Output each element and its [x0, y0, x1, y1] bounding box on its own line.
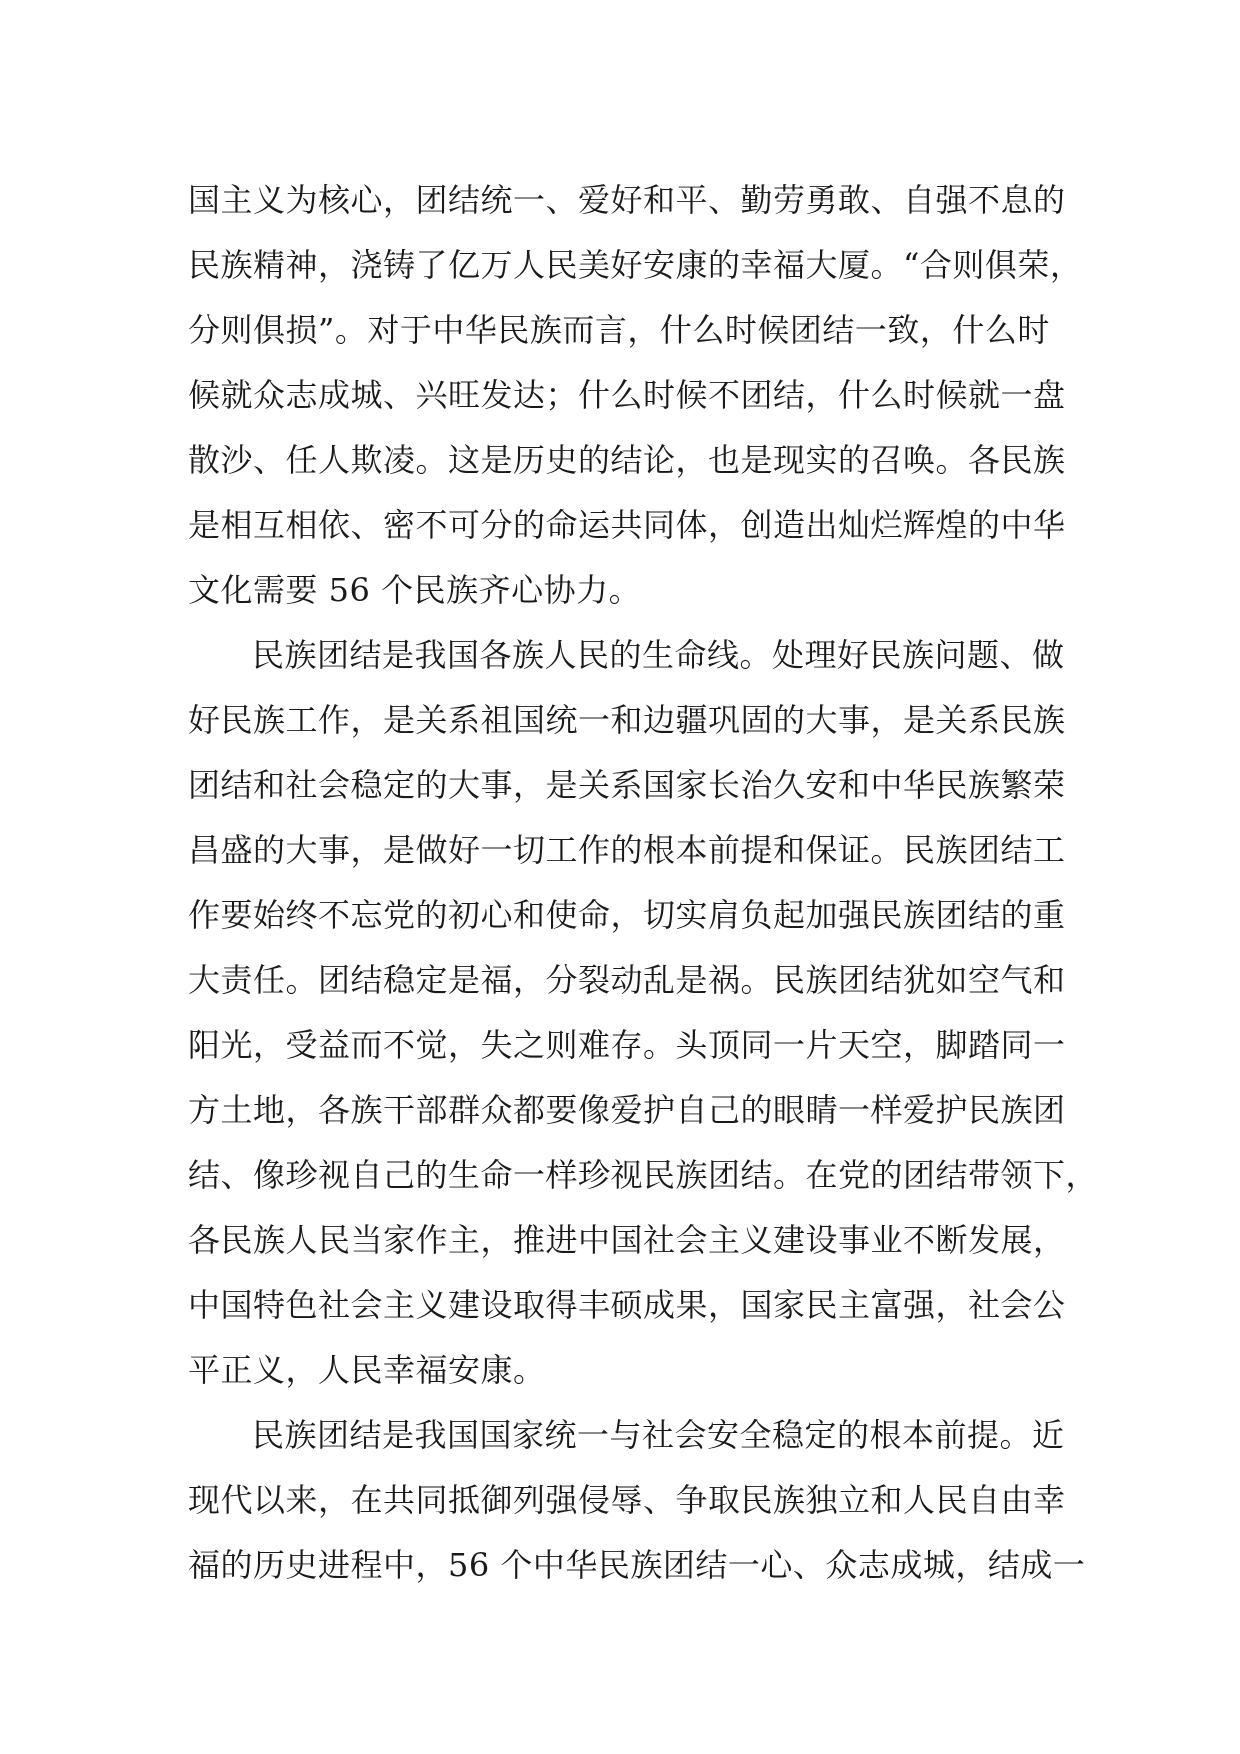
text-line: 散沙、任人欺凌。这是历史的结论，也是现实的召唤。各民族: [188, 441, 1066, 479]
text-line: 团结和社会稳定的大事，是关系国家长治久安和中华民族繁荣: [188, 766, 1066, 804]
document-body: [188, 168, 1099, 1598]
text-line: 中国特色社会主义建设取得丰硕成果，国家民主富强，社会公: [188, 1286, 1066, 1324]
paragraph-first-line: 民族团结是我国各族人民的生命线。处理好民族问题、做: [252, 636, 1065, 674]
text-line: 各民族人民当家作主，推进中国社会主义建设事业不断发展，: [188, 1221, 1066, 1259]
text-line: 方土地，各族干部群众都要像爱护自己的眼睛一样爱护民族团: [188, 1091, 1066, 1129]
text-line: 分则俱损”。对于中华民族而言，什么时候团结一致，什么时: [188, 311, 1050, 349]
text-line: 昌盛的大事，是做好一切工作的根本前提和保证。民族团结工: [188, 831, 1066, 869]
text-line: 候就众志成城、兴旺发达；什么时候不团结，什么时候就一盘: [188, 376, 1066, 414]
text-line: 结、像珍视自己的生命一样珍视民族团结。在党的团结带领下，: [188, 1156, 1099, 1194]
text-line: 文化需要 56 个民族齐心协力。: [188, 571, 642, 609]
text-line: 大责任。团结稳定是福，分裂动乱是祸。民族团结犹如空气和: [188, 961, 1066, 999]
paragraph-first-line: 民族团结是我国国家统一与社会安全稳定的根本前提。近: [252, 1416, 1065, 1454]
text-line: 是相互相依、密不可分的命运共同体，创造出灿烂辉煌的中华: [188, 506, 1066, 544]
text-line: 民族精神，浇铸了亿万人民美好安康的幸福大厦。“合则俱荣，: [188, 246, 1083, 284]
text-line: 现代以来，在共同抵御列强侵辱、争取民族独立和人民自由幸: [188, 1481, 1066, 1519]
text-line: 好民族工作，是关系祖国统一和边疆巩固的大事，是关系民族: [188, 701, 1066, 739]
text-line: 福的历史进程中，56 个中华民族团结一心、众志成城，结成一: [188, 1546, 1086, 1584]
text-line: 阳光，受益而不觉，失之则难存。头顶同一片天空，脚踏同一: [188, 1026, 1066, 1064]
text-line: 作要始终不忘党的初心和使命，切实肩负起加强民族团结的重: [188, 896, 1066, 934]
text-line: 平正义，人民幸福安康。: [188, 1351, 546, 1389]
text-line: 国主义为核心，团结统一、爱好和平、勤劳勇敢、自强不息的: [188, 181, 1066, 219]
